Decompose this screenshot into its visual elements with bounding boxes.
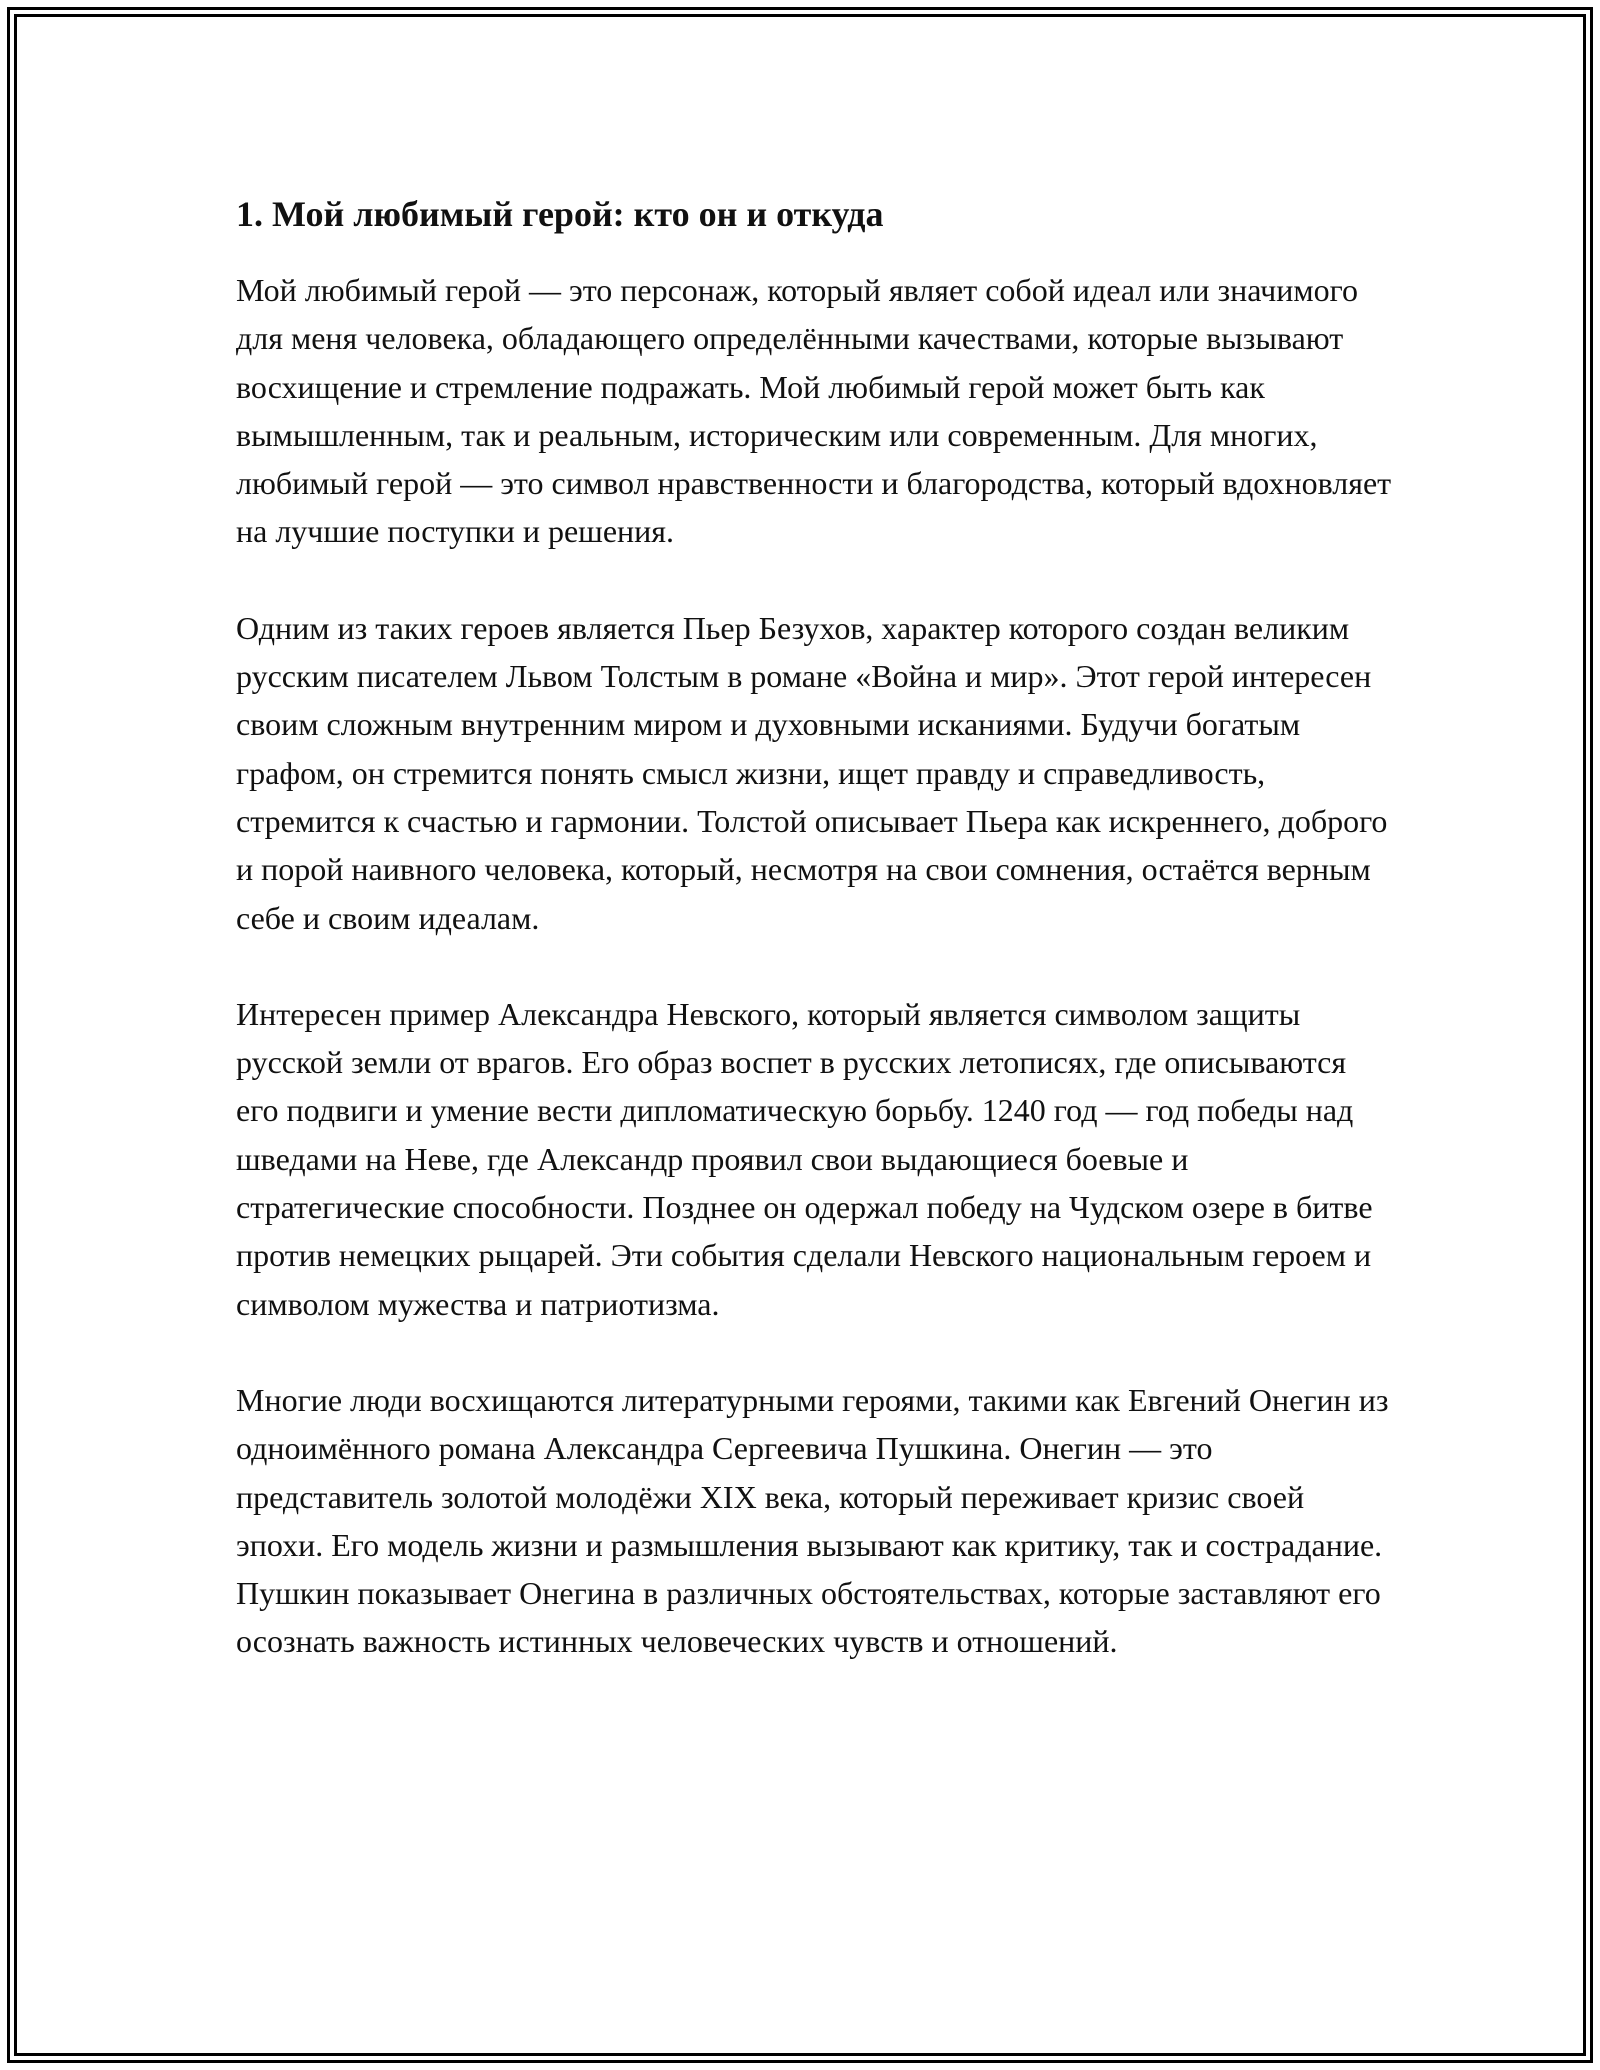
paragraph-pierre-bezukhov: Одним из таких героев является Пьер Безухов, характер которого создан великим русским писателем Львом Толстым в романе «Война и мир». Этот герой интересен своим сложным внутренним миром и духовными исканиями. Будучи богатым графом, он стремится понять смысл жизни, ищет правду и справедливость, стремится к счастью и гармонии. Толстой описывает Пьера как искреннего, доброго и порой наивного человека, который, несмотря на свои сомнения, остаётся верным себе и своим идеалам. (236, 609, 1388, 936)
paragraph-onegin: Многие люди восхищаются литературными героями, такими как Евгений Онегин из одноимённого романа Александра Сергеевича Пушкина. Онегин — это представитель золотой молодёжи XIX века, который переживает кризис своей эпохи. Его модель жизни и размышления вызывают как критику, так и сострадание. Пушкин показывает Онегина в различных обстоятельствах, которые заставляют его осознать важность истинных человеческих чувств и отношений. (236, 1381, 1389, 1660)
paragraph-definition: Мой любимый герой — это персонаж, который являет собой идеал или значимого для меня человека, обладающего определёнными качествами, которые вызывают восхищение и стремление подражать. Мой любимый герой может быть как вымышленным, так и реальным, историческим или современным. Для многих, любимый герой — это символ нравственности и благородства, который вдохновляет на лучшие поступки и решения. (236, 272, 1392, 550)
document-body (236, 186, 1396, 1714)
paragraph-alexander-nevsky: Интересен пример Александра Невского, который является символом защиты русской земли от врагов. Его образ воспет в русских летописях, где описываются его подвиги и умение вести дипломатическую борьбу. 1240 год — год победы над шведами на Неве, где Александр проявил свои выдающиеся боевые и стратегические способности. Позднее он одержал победу на Чудском озере в битве против немецких рыцарей. Эти события сделали Невского национальным героем и символом мужества и патриотизма. (236, 995, 1373, 1322)
page-title: 1. Мой любимый герой: кто он и откуда (236, 194, 884, 234)
